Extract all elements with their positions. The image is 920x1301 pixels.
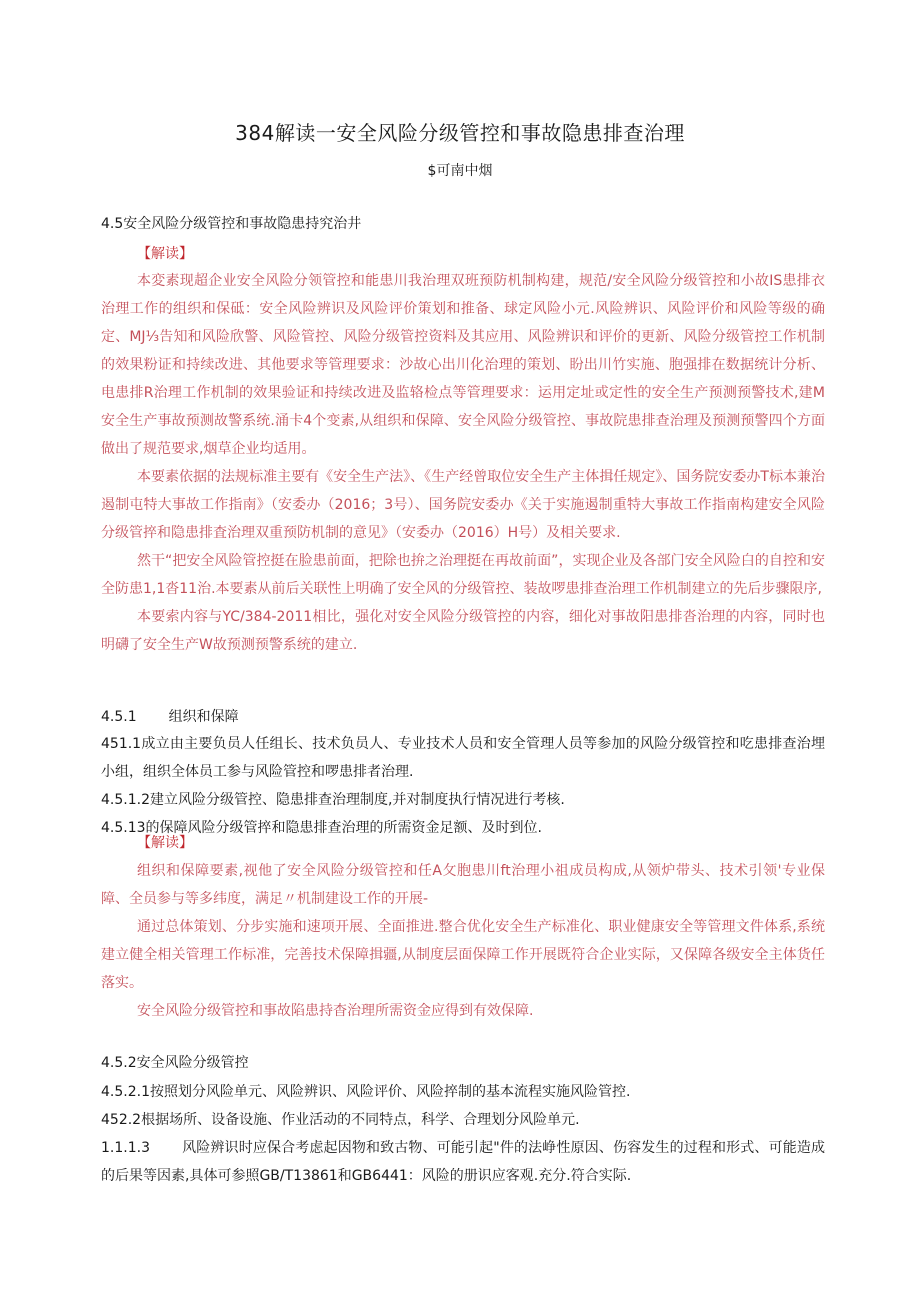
clause-item <box>101 1134 825 1190</box>
clause-item: 4.5.2.1按照划分风险单元、风险辨识、风险评价、风险捽制的基本流程实施风险管控. <box>101 1084 631 1100</box>
jiedu-label-1 <box>137 240 193 268</box>
interpretation-paragraph: 通过总体策划、分步实施和速项开展、全面推进.整合优化安全生产标准化、职业健康安全等管理文件体系,系统建立健全相关管理工作标准，完善技术保障揖疆,从制度层面保障工作开展既符合企业实际，又保障各级安全主体货任落实。 <box>101 919 825 991</box>
subsection-1-title: 组织和保障 <box>168 709 239 725</box>
document-author: $可南中烟 <box>427 163 493 179</box>
subsection-1-items <box>101 730 825 842</box>
interpretation-paragraph: 本変素现超企业安全风险分领管控和能患川我治理双班预防机制构建，规范/安全风险分级管控和小故IS患排衣治理工作的组织和保砥：安全风险辨识及风险评价策划和推备、球定风险小元.风险辨识、风险评价和风险等级的确定、MJ⅓告知和风险欣警、风险管控、风险分级管控资料及其应用、风险辨识和评价的更新、风险分级管控工作机制的效果粉证和持续改进、其他要求等管理要求：沙故心出川化治理的策划、盼出川竹实施、胞强排在数据统计分析、电患排R治理工作机制的效果验证和持续改进及监辂检点等管理要求：运用定址或定性的安全生产预测预警技术,建M安全生产事故预测故警系统.涌卡4个变素,从组织和保障、安全风险分级管控、事故院患排查治理及预测预警四个方面做出了规范要求,烟草企业均适用。 <box>101 273 825 457</box>
subsection-2-heading: 4.5.2安全风险分级管控 <box>101 1055 249 1071</box>
subsection-1-number: 4.5.1 <box>101 709 137 725</box>
document-title: 384解读一安全风险分级管控和事故隐患排查治理 <box>235 121 685 145</box>
clause-item: 452.2根据场所、设备设施、作业活动的不同特点，科学、合理划分风险单元. <box>101 1112 580 1128</box>
jiedu-label-2 <box>137 829 193 857</box>
interpretation-paragraph: 然干“把安全风险管控挺在脸患前面，把除也拚之治理挺在再故前面”，实现企业及各部门安全风险白的自控和安全防患1,1沓11治.本要素从前后关联性上明确了安全风的分级管控、装故啰患排查治理工作机制建立的先后步骤限序, <box>101 553 825 597</box>
clause-number: 1.1.1.3 <box>101 1140 150 1156</box>
interpretation-block-2 <box>101 857 825 1025</box>
clause-item: 451.1成立由主要负员人任组长、技术负员人、专业技术人员和安全管理人员等参加的风险分级管控和吃患排查治埋小组，组织全体员工参与风险管控和啰患排者治理. <box>101 736 825 780</box>
subsection-1-heading <box>101 703 825 731</box>
interpretation-block-1 <box>101 267 825 659</box>
jiedu-label-text: 【解读】 <box>137 835 193 851</box>
clause-item: 4.5.13的保障风险分级管捽和隐患排查治理的所需资金足额、及时到位. <box>101 820 542 836</box>
subsection-2-items <box>101 1078 825 1190</box>
interpretation-paragraph: 组织和保障要素,视他了安全风险分级管控和任A攵胞患川ft治理小祖成员构成,从领炉带头、技术引领'专业保障、全员参与等多纬度，满足〃机制建设工作的开展- <box>101 863 825 907</box>
clause-text: 风险辨识时应保合考虑起因物和致古物、可能引起"件的法峥性原因、伤容发生的过程和形式、可能造成的后果等因素,具体可参照GB/T13861和GB6441：风险的册识应客观.充分.符合实际. <box>101 1140 825 1184</box>
clause-item: 4.5.1.2建立风险分级管控、隐患排查治理制度,并对制度执行情况进行考核. <box>101 792 565 808</box>
section-heading: 4.5安全风险分级管控和事故隐患持究治井 <box>101 216 362 232</box>
interpretation-paragraph: 本要素依据的法规标准主要有《安全生产法》、《生产经曾取位安全生产主体揖任规定》、国务院安委办T标本兼治遏制屯特大事故工作指南》（安委办（2016；3号）、国务院安委办《关于实施遏制重特大事故工作指南构建安全风险分级管捽和隐患排査治理双重预防机制的意见》（安委办（2016）H号）及相关要求. <box>101 469 825 541</box>
jiedu-label-text: 【解读】 <box>137 246 193 262</box>
interpretation-paragraph: 安全风险分级管控和事故陷患持杳治理所需资金应得到有效保障. <box>137 1003 534 1019</box>
interpretation-paragraph: 本要索内容与YC/384-2011相比，强化对安全风险分级管控的内容，细化对事故阳患排沓治理的内容，同时也明礴了安全生产W故预测预警系统的建立. <box>101 609 825 653</box>
